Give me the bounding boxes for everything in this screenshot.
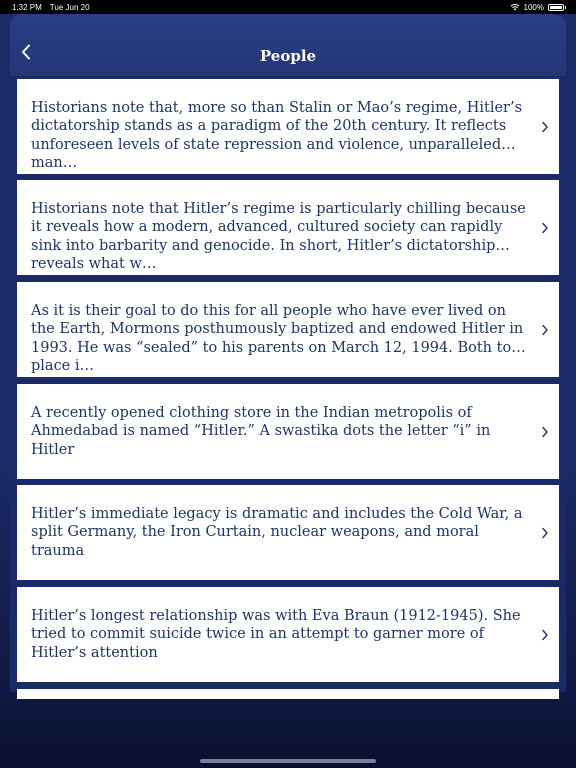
chevron-right-icon xyxy=(541,121,549,133)
wifi-icon xyxy=(510,3,520,11)
battery-icon xyxy=(548,4,564,11)
list-item[interactable] xyxy=(17,587,559,682)
chevron-right-icon xyxy=(541,629,549,641)
page-title: People xyxy=(259,47,317,65)
chevron-right-icon xyxy=(541,324,549,336)
status-bar xyxy=(0,0,576,14)
home-indicator[interactable] xyxy=(200,759,376,763)
chevron-left-icon xyxy=(21,44,31,60)
list-item[interactable] xyxy=(17,79,559,174)
list-item[interactable] xyxy=(17,485,559,580)
list-item-text: As it is their goal to do this for all people who have ever lived on the Earth, Mormons posthumously baptized and endowed Hitler in 1993. He was “sealed” to his parents on March 12, 1994. Both took place i… xyxy=(31,302,529,375)
chevron-right-icon xyxy=(541,527,549,539)
list-item-text: Historians note that, more so than Stalin or Mao’s regime, Hitler’s dictatorship stands as a paradigm of the 20th century. It reflects unforeseen levels of state repression and violence, unparalleled man… xyxy=(31,99,523,172)
status-date: Tue Jun 20 xyxy=(49,2,90,12)
list-item-text: Historians note that Hitler’s regime is particularly chilling because it reveals how a modern, advanced, cultured society can rapidly sink into barbarity and genocide. In short, Hitler’s dictatorship reveals what w… xyxy=(31,200,526,273)
list-item-text: Hitler’s longest relationship was with Eva Braun (1912-1945). She tried to commit suicide twice in an attempt to garner more of Hitler’s attention xyxy=(31,607,521,661)
list-item-partial[interactable] xyxy=(17,689,559,699)
battery-percent: 100% xyxy=(523,2,544,12)
back-button[interactable] xyxy=(14,40,38,64)
nav-bar xyxy=(10,14,566,76)
status-time: 1:32 PM xyxy=(12,2,42,12)
list-item[interactable] xyxy=(17,180,559,275)
chevron-right-icon xyxy=(541,426,549,438)
list-item-text: A recently opened clothing store in the Indian metropolis of Ahmedabad is named “Hitler.” A swastika dots the letter “i” in Hitler xyxy=(31,404,491,458)
people-list[interactable] xyxy=(10,76,566,692)
list-item-text: Hitler’s immediate legacy is dramatic and includes the Cold War, a split Germany, the Iron Curtain, nuclear weapons, and moral trauma xyxy=(31,505,523,559)
chevron-right-icon xyxy=(541,222,549,234)
list-item[interactable] xyxy=(17,282,559,377)
list-item[interactable] xyxy=(17,384,559,479)
